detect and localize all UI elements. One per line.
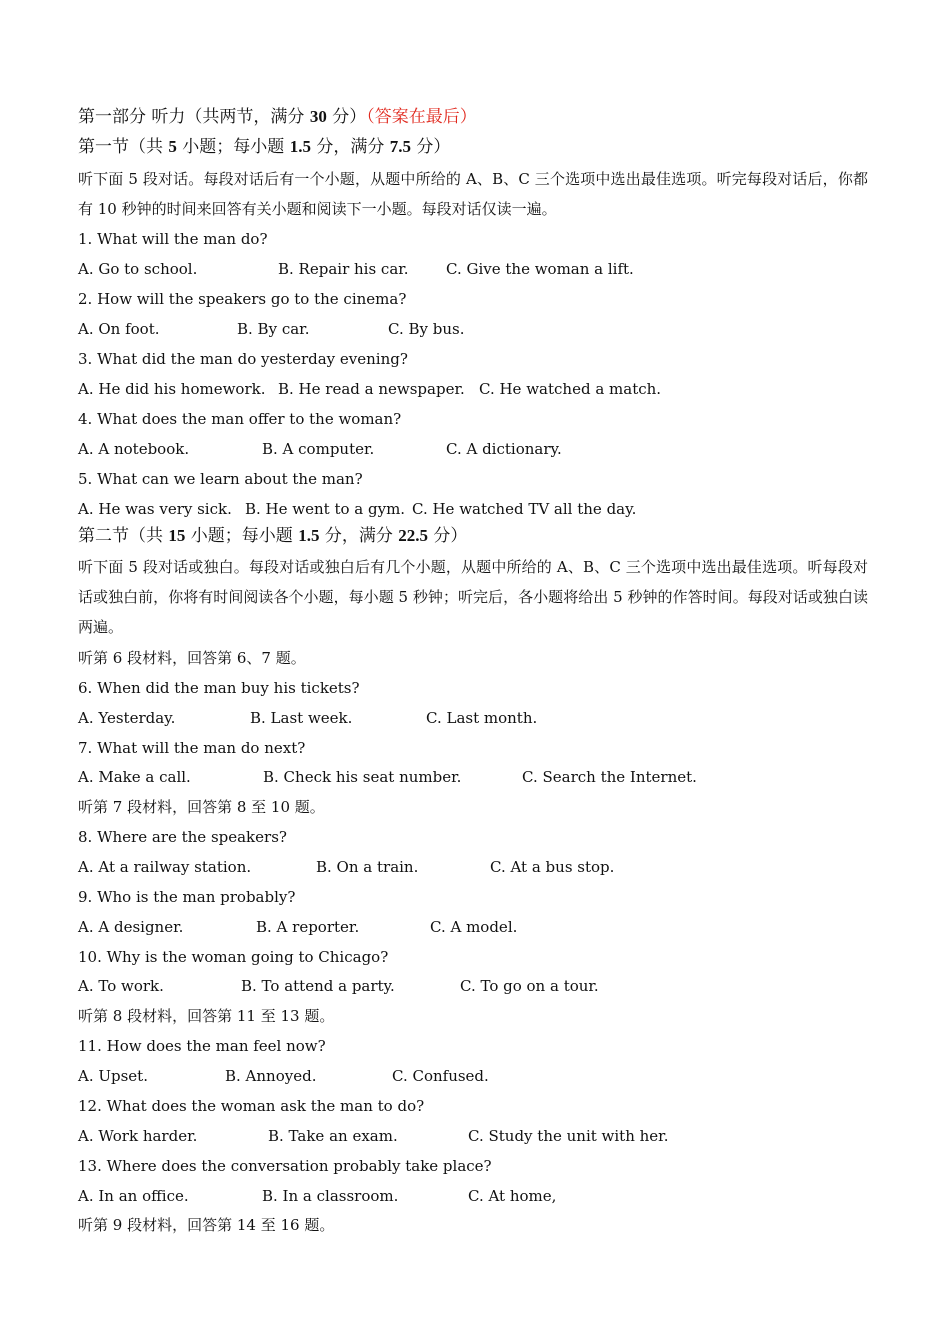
options-7 [78, 762, 878, 792]
options-6 [78, 703, 878, 733]
section2-count: 15 [168, 526, 186, 545]
options-2 [78, 314, 878, 344]
options-8 [78, 852, 878, 882]
option-b[interactable]: B. By car. [237, 320, 310, 338]
option-c[interactable]: C. A dictionary. [446, 440, 562, 458]
option-b[interactable]: B. Last week. [250, 709, 353, 727]
part-title [78, 102, 878, 132]
material-8-prompt: 听第 8 段材料，回答第 11 至 13 题。 [78, 1007, 335, 1025]
option-b[interactable]: B. On a train. [316, 858, 419, 876]
option-a[interactable]: A. Yesterday. [78, 709, 176, 727]
option-a[interactable]: A. In an office. [78, 1187, 189, 1205]
option-b[interactable]: B. Annoyed. [225, 1067, 317, 1085]
section2-heading-text: 分） [428, 526, 468, 546]
question-11: 11. How does the man feel now? [78, 1037, 326, 1055]
question-13: 13. Where does the conversation probably take place? [78, 1157, 492, 1175]
question-6: 6. When did the man buy his tickets? [78, 679, 360, 697]
section2-instructions: 听下面 5 段对话或独白。每段对话或独白后有几个小题，从题中所给的 A、B、C 三个选项中选出最佳选项。听每段对话或独白前，你将有时间阅读各个小题，每小题 5 秒钟；听完后，各小题将给出 5 秒钟的作答时间。每段对话或独白读两遍。 [78, 558, 868, 636]
section1-count: 5 [168, 137, 177, 156]
question-2: 2. How will the speakers go to the cinema? [78, 290, 407, 308]
option-c[interactable]: C. To go on a tour. [460, 977, 599, 995]
question-9: 9. Who is the man probably? [78, 888, 296, 906]
option-a[interactable]: A. Upset. [78, 1067, 148, 1085]
option-c[interactable]: C. A model. [430, 918, 518, 936]
option-a[interactable]: A. At a railway station. [78, 858, 252, 876]
option-c[interactable]: C. Study the unit with her. [468, 1127, 669, 1145]
options-12 [78, 1121, 878, 1151]
material-7-prompt: 听第 7 段材料，回答第 8 至 10 题。 [78, 798, 325, 816]
section2-total-score: 22.5 [398, 526, 429, 545]
option-b[interactable]: B. Repair his car. [278, 260, 409, 278]
question-8: 8. Where are the speakers? [78, 828, 287, 846]
question-10: 10. Why is the woman going to Chicago? [78, 948, 389, 966]
question-4: 4. What does the man offer to the woman? [78, 410, 402, 428]
option-c[interactable]: C. Search the Internet. [522, 768, 697, 786]
section1-heading-text: 分） [411, 137, 451, 157]
option-b[interactable]: B. He went to a gym. [245, 500, 406, 518]
options-11 [78, 1061, 878, 1091]
options-10 [78, 971, 878, 1001]
section2-heading-text: 第二节（共 [78, 526, 169, 546]
question-12: 12. What does the woman ask the man to do? [78, 1097, 425, 1115]
option-b[interactable]: B. In a classroom. [262, 1187, 399, 1205]
options-13 [78, 1181, 878, 1211]
option-c[interactable]: C. Last month. [426, 709, 538, 727]
section1-heading-text: 小题；每小题 [176, 137, 290, 157]
option-b[interactable]: B. To attend a party. [241, 977, 395, 995]
option-b[interactable]: B. A computer. [262, 440, 375, 458]
option-c[interactable]: C. He watched TV all the day. [412, 500, 637, 518]
options-4 [78, 434, 878, 464]
option-a[interactable]: A. Go to school. [78, 260, 198, 278]
option-a[interactable]: A. He was very sick. [78, 500, 232, 518]
question-5: 5. What can we learn about the man? [78, 470, 363, 488]
option-b[interactable]: B. A reporter. [256, 918, 360, 936]
options-5 [78, 494, 878, 524]
answer-note: （答案在最后） [366, 107, 477, 127]
option-a[interactable]: A. To work. [78, 977, 164, 995]
part-total-score: 30 [309, 107, 327, 126]
option-b[interactable]: B. Take an exam. [268, 1127, 398, 1145]
question-1: 1. What will the man do? [78, 230, 268, 248]
section1-total-score: 7.5 [389, 137, 412, 156]
option-a[interactable]: A. Work harder. [78, 1127, 198, 1145]
material-9-prompt: 听第 9 段材料，回答第 14 至 16 题。 [78, 1216, 335, 1234]
section2-each-score: 1.5 [298, 526, 320, 545]
option-a[interactable]: A. On foot. [78, 320, 160, 338]
option-b[interactable]: B. Check his seat number. [263, 768, 462, 786]
material-6-prompt: 听第 6 段材料，回答第 6、7 题。 [78, 649, 306, 667]
section2-heading-text: 分，满分 [319, 526, 399, 546]
question-7: 7. What will the man do next? [78, 739, 306, 757]
section1-instructions: 听下面 5 段对话。每段对话后有一个小题，从题中所给的 A、B、C 三个选项中选出最佳选项。听完每段对话后，你都有 10 秒钟的时间来回答有关小题和阅读下一小题。每段对话仅读一遍。 [78, 170, 868, 218]
option-b[interactable]: B. He read a newspaper. [278, 380, 465, 398]
option-c[interactable]: C. Confused. [392, 1067, 489, 1085]
option-c[interactable]: C. At a bus stop. [490, 858, 615, 876]
part-title-suffix: 分） [326, 107, 367, 127]
section1-each-score: 1.5 [289, 137, 311, 156]
question-3: 3. What did the man do yesterday evening? [78, 350, 408, 368]
section2-heading-text: 小题；每小题 [185, 526, 299, 546]
option-c[interactable]: C. He watched a match. [479, 380, 662, 398]
section1-heading-text: 第一节（共 [78, 137, 169, 157]
option-c[interactable]: C. Give the woman a lift. [446, 260, 634, 278]
option-c[interactable]: C. By bus. [388, 320, 465, 338]
section1-heading [78, 132, 878, 162]
part-title-prefix: 第一部分 听力（共两节，满分 [78, 107, 310, 127]
option-a[interactable]: A. He did his homework. [78, 380, 266, 398]
option-a[interactable]: A. A notebook. [78, 440, 190, 458]
options-3 [78, 374, 878, 404]
options-1 [78, 254, 878, 284]
section1-heading-text: 分，满分 [310, 137, 390, 157]
options-9 [78, 912, 878, 942]
option-a[interactable]: A. Make a call. [78, 768, 191, 786]
section2-heading [78, 521, 878, 551]
option-a[interactable]: A. A designer. [78, 918, 184, 936]
option-c[interactable]: C. At home, [468, 1187, 557, 1205]
